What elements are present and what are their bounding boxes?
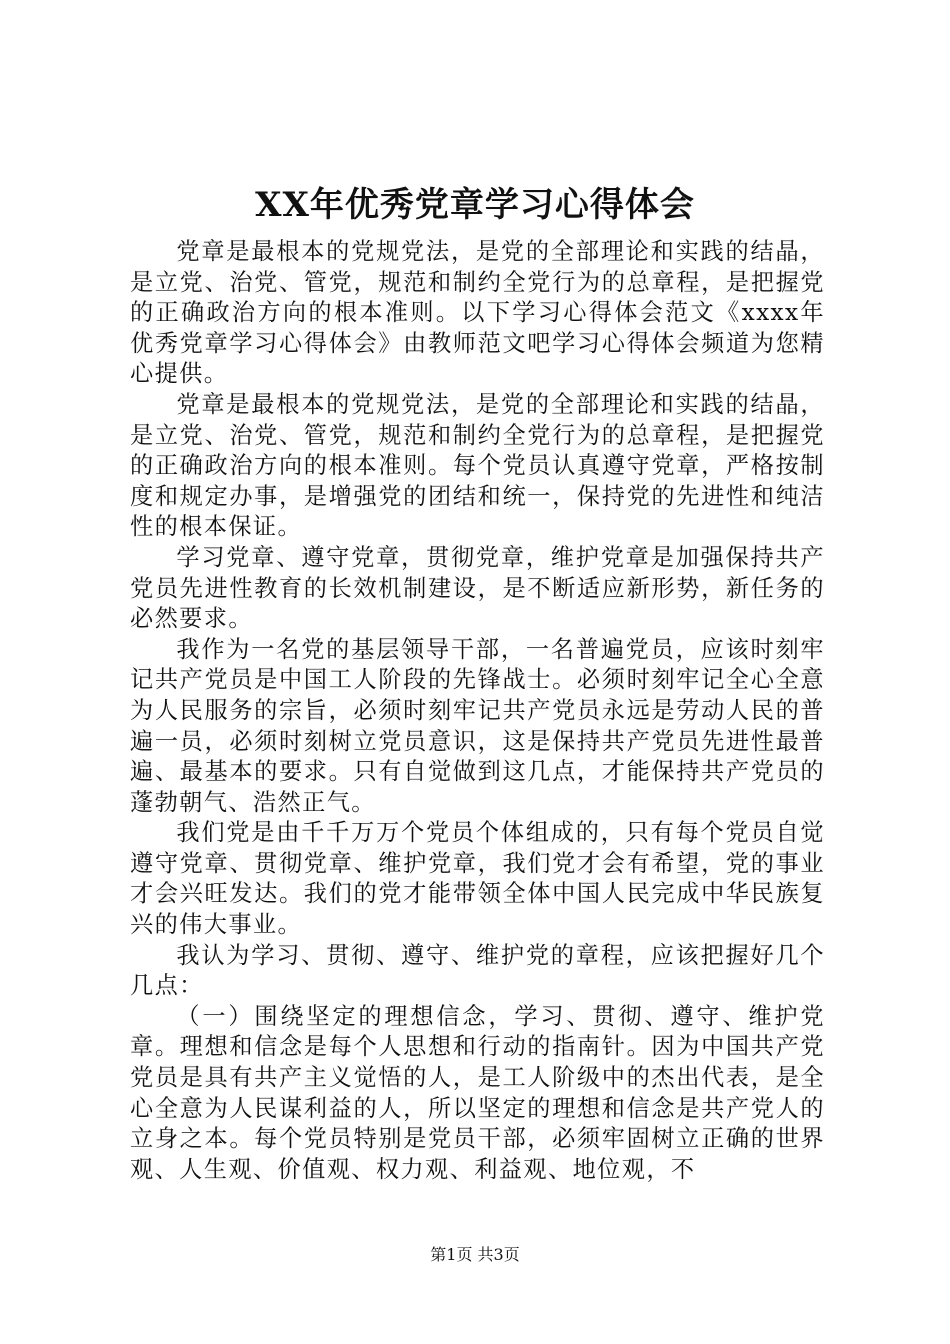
page-footer: 第1页 共3页 [430, 1245, 520, 1264]
paragraph: 党章是最根本的党规党法，是党的全部理论和实践的结晶，是立党、治党、管党，规范和制约全党行为的总章程，是把握党的正确政治方向的根本准则。以下学习心得体会范文《xxxx年优秀党章学习心得体会》由教师范文吧学习心得体会频道为您精心提供。 [130, 238, 825, 388]
paragraph: 学习党章、遵守党章，贯彻党章，维护党章是加强保持共产党员先进性教育的长效机制建设，是不断适应新形势，新任务的必然要求。 [130, 543, 825, 633]
document-body [130, 237, 825, 1185]
paragraph: 我们党是由千千万万个党员个体组成的，只有每个党员自觉遵守党章、贯彻党章、维护党章，我们党才会有希望，党的事业才会兴旺发达。我们的党才能带领全体中国人民完成中华民族复兴的伟大事业。 [130, 819, 825, 939]
paragraph: 党章是最根本的党规党法，是党的全部理论和实践的结晶，是立党、治党、管党，规范和制约全党行为的总章程，是把握党的正确政治方向的根本准则。每个党员认真遵守党章，严格按制度和规定办事，是增强党的团结和统一，保持党的先进性和纯洁性的根本保证。 [130, 390, 825, 541]
document-title: XX年优秀党章学习心得体会 [255, 185, 695, 225]
paragraph: 我作为一名党的基层领导干部，一名普遍党员，应该时刻牢记共产党员是中国工人阶段的先锋战士。必须时刻牢记全心全意为人民服务的宗旨，必须时刻牢记共产党员永远是劳动人民的普遍一员，必须时刻树立党员意识，这是保持共产党员先进性最普遍、最基本的要求。只有自觉做到这几点，才能保持共产党员的蓬勃朝气、浩然正气。 [130, 635, 825, 816]
paragraph: 我认为学习、贯彻、遵守、维护党的章程，应该把握好几个几点： [130, 941, 825, 1000]
paragraph: （一）围绕坚定的理想信念，学习、贯彻、遵守、维护党章。理想和信念是每个人思想和行动的指南针。因为中国共产党党员是具有共产主义觉悟的人，是工人阶级中的杰出代表，是全心全意为人民谋利益的人，所以坚定的理想和信念是共产党人的立身之本。每个党员特别是党员干部，必须牢固树立正确的世界观、人生观、价值观、权力观、利益观、地位观，不 [130, 1002, 825, 1183]
